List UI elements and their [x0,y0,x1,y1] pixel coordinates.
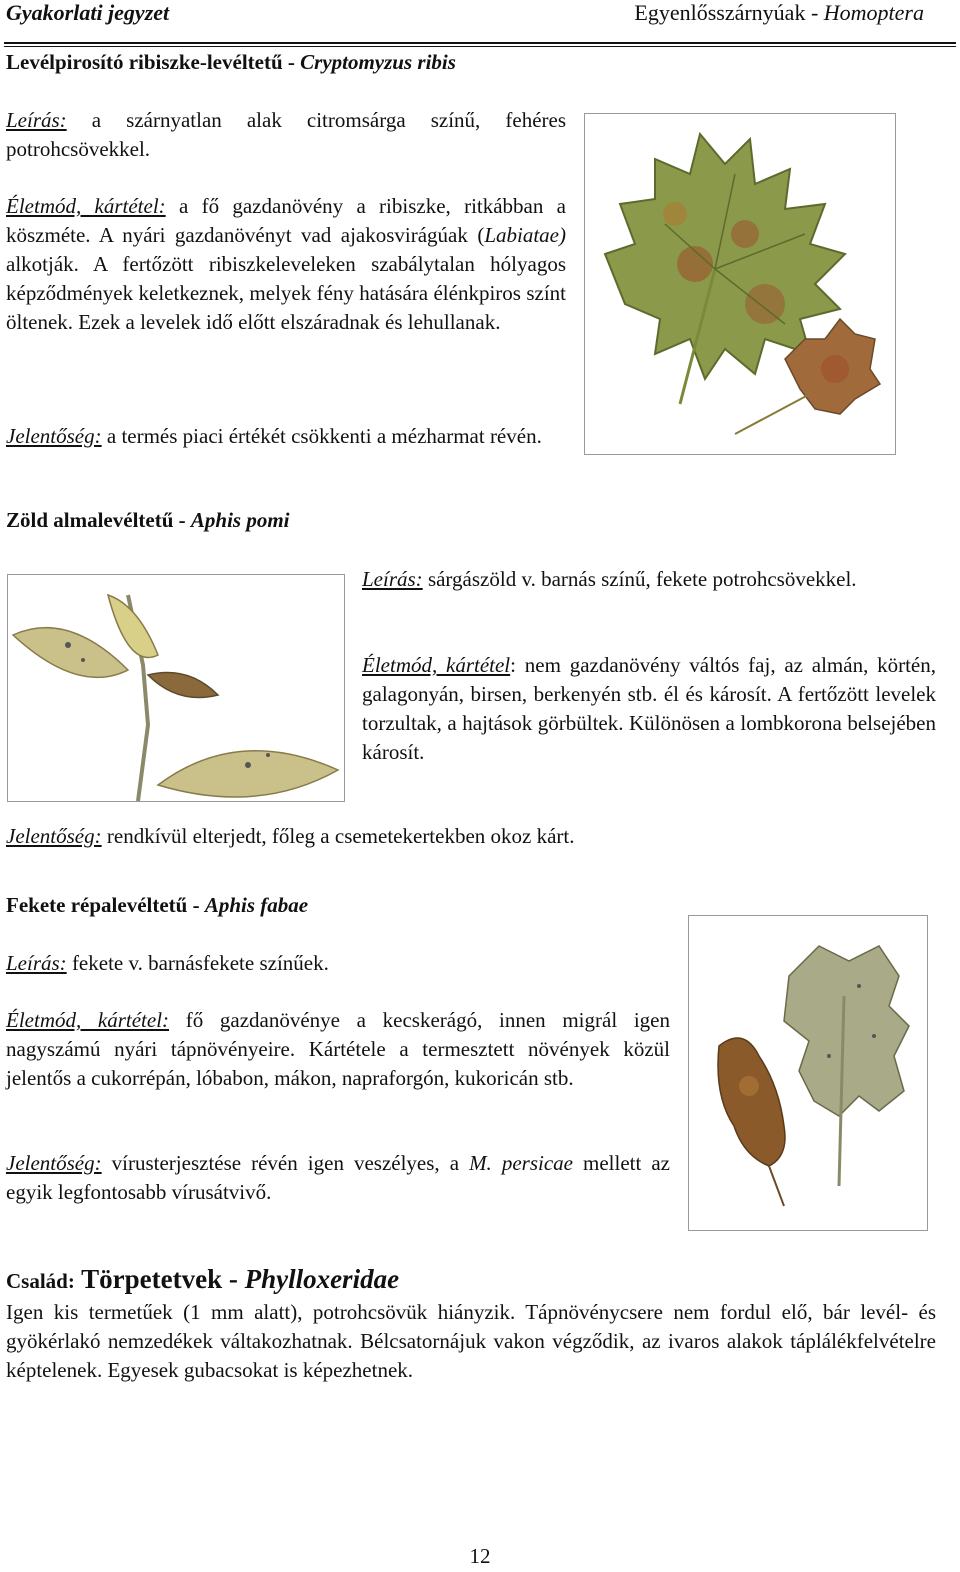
section1-lifestyle: Életmód, kártétel: a fő gazdanövény a ribiszke, ritkábban a köszméte. A nyári gazdanövényt vad ajakosvirágúak (Labiatae) alkotják. A fertőzött ribiszkeleveleken szabálytalan hólyagos képződmények keletkeznek, melyek fény hatására élénkpiros színt öltenek. Ezek a levelek idő előtt elszáradnak és lehullanak. [6,194,566,334]
section1-significance: Jelentőség: a termés piaci értékét csökkenti a mézharmat révén. [6,424,542,448]
section2-significance: Jelentőség: rendkívül elterjedt, főleg a csemetekertekben okoz kárt. [6,824,575,848]
section3-lifestyle: Életmód, kártétel: fő gazdanövénye a kecskerágó, innen migrál igen nagyszámú nyári tápnövényeire. Kártétele a termesztett növények közül jelentős a cukorrépán, lóbabon, mákon, napraforgón, kukoricán stb. [6,1008,670,1090]
section1-title: Levélpirosító ribiszke-levéltetű - Cryptomyzus ribis [6,50,456,74]
currant-leaf-image [584,113,896,455]
currant-leaf-illustration [585,114,895,454]
apple-leaf-image [7,574,345,802]
section2-title: Zöld almalevéltetű - Aphis pomi [6,508,290,532]
apple-leaf-illustration [8,575,344,801]
header-chapter: Egyenlősszárnyúak - Homoptera [634,0,924,25]
header-rule-thin [4,46,956,47]
section3-description: Leírás: fekete v. barnásfekete színűek. [6,951,329,975]
section1-description: Leírás: a szárnyatlan alak citromsárga színű, fehéres potrohcsövekkel. [6,108,566,161]
section2-description: Leírás: sárgászöld v. barnás színű, fekete potrohcsövekkel. [362,567,857,591]
section2-lifestyle: Életmód, kártétel: nem gazdanövény váltós faj, az almán, körtén, galagonyán, birsen, berkenyén stb. él és károsít. A fertőzött levelek torzultak, a hajtások görbültek. Különösen a lombkorona belsejében károsít. [362,653,937,764]
section3-title: Fekete répalevéltetű - Aphis fabae [6,893,309,917]
header-title: Gyakorlati jegyzet [6,0,170,25]
bean-leaf-illustration [689,916,927,1230]
header-rule [4,42,956,44]
page-number: 12 [469,1544,491,1568]
family-description: Igen kis termetűek (1 mm alatt), potrohcsövük hiányzik. Tápnövénycsere nem fordul elő, bár levél- és gyökérlakó nemzedékek váltakozhatnak. Bélcsatornájuk vakon végződik, az ivaros alakok táplálékfelvételre képtelenek. Egyesek gubacsokat is képezhetnek. [6,1300,936,1382]
bean-leaf-image [688,915,928,1231]
section3-significance: Jelentőség: vírusterjesztése révén igen veszélyes, a M. persicae mellett az egyik legfontosabb vírusátvivő. [6,1151,670,1204]
family-heading: Család: Törpetetvek - Phylloxeridae [6,1264,400,1294]
